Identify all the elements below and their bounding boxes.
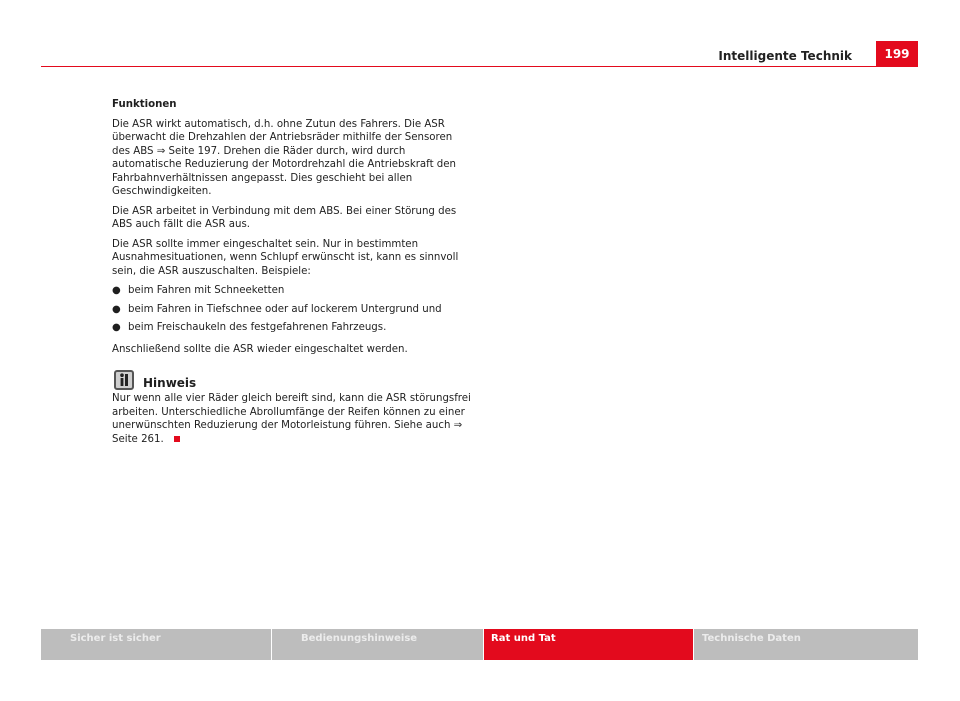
footer-tab-bedienungshinweise[interactable]: Bedienungshinweise [272, 629, 484, 660]
info-icon [114, 370, 134, 390]
header-rule [41, 66, 918, 67]
footer-tab-technische-daten[interactable]: Technische Daten [694, 629, 918, 660]
note-text-wrap [112, 392, 472, 446]
paragraph-3: Die ASR sollte immer eingeschaltet sein. Nur in bestimmten Ausnahmesituationen, wenn Schlupf erwünscht ist, kann es sinnvoll sein, die ASR auszuschalten. Beispiele: [112, 238, 459, 277]
end-of-section-marker [174, 436, 180, 442]
section-heading: Funktionen [112, 99, 177, 110]
page-content [112, 98, 472, 452]
paragraph-1: Die ASR wirkt automatisch, d.h. ohne Zutun des Fahrers. Die ASR überwacht die Drehzahlen der Antriebsräder mithilfe der Sensoren des ABS ⇒ Seite 197. Drehen die Räder durch, wird durch automatische Reduzierung der Motordrehzahl die Antriebskraft den Fahrbahnverhältnissen angepasst. Dies geschieht bei allen Geschwindigkeiten. [112, 118, 456, 197]
note-header [112, 370, 472, 390]
footer-tab-rat-und-tat[interactable]: Rat und Tat [484, 629, 694, 660]
footer-tab-sicher-ist-sicher[interactable]: Sicher ist sicher [41, 629, 272, 660]
chapter-title: Intelligente Technik [718, 49, 852, 63]
list-item-text: beim Fahren mit Schneeketten [128, 285, 285, 296]
list-item [112, 284, 472, 298]
footer-nav [41, 629, 918, 660]
note-text: Nur wenn alle vier Räder gleich bereift sind, kann die ASR störungsfrei arbeiten. Unterschiedliche Abrollumfänge der Reifen können zu einer unerwünschten Reduzierung der Motorleistung führen. Siehe auch ⇒ Seite 261. [112, 393, 471, 445]
list-item [112, 321, 472, 335]
note-title: Hinweis [143, 376, 197, 390]
bullet-symbol: ● [112, 322, 121, 333]
closing-paragraph: Anschließend sollte die ASR wieder eingeschaltet werden. [112, 343, 408, 355]
list-item [112, 303, 472, 317]
list-item-text: beim Freischaukeln des festgefahrenen Fahrzeugs. [128, 322, 387, 333]
bullet-symbol: ● [112, 303, 121, 315]
bullet-symbol: ● [112, 285, 121, 296]
paragraph-2: Die ASR arbeitet in Verbindung mit dem ABS. Bei einer Störung des ABS auch fällt die ASR aus. [112, 205, 457, 230]
page-number: 199 [876, 41, 918, 67]
list-item-text: beim Fahren in Tiefschnee oder auf lockerem Untergrund und [128, 303, 442, 315]
bullet-list [112, 284, 472, 335]
